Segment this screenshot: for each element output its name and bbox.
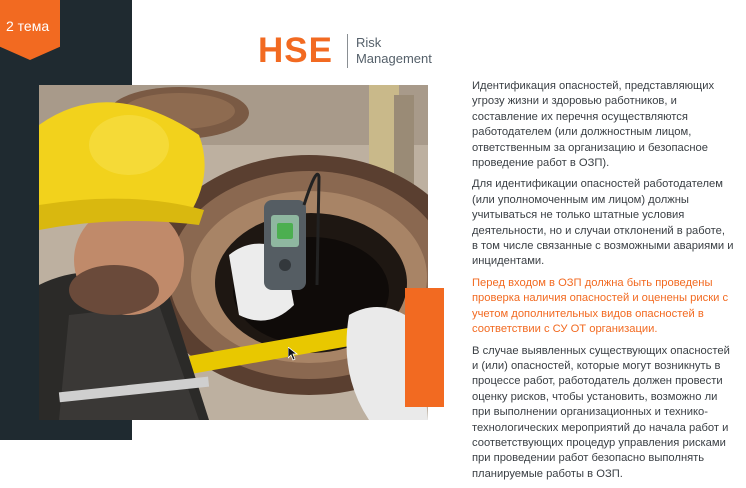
paragraph-4: В случае выявленных существующих опасностей и (или) опасностей, которые могут возникнуть в процессе работ, работодатель должен провести оценку рисков, чтобы установить, возможно ли при выполнении организационных и технико-технологических мероприятий до начала работ и соответствующих процедур управления рисками при проведении работ безопасно выполнять планируемые работы в ОЗП. [472,344,730,480]
topic-label: 2 тема [6,18,50,34]
paragraph-1: Идентификация опасностей, представляющих угрозу жизни и здоровью работников, и составление их перечня осуществляются работодателем (или должностным лицом, ответственным за организацию и безопасное проведение работ в ОЗП). [472,80,715,170]
logo-brand: HSE [258,31,333,70]
worker-manhole-photo [39,85,428,420]
paragraph-3-accent: Перед входом в ОЗП должна быть проведены проверка наличия опасностей и оценены риски с учетом дополнительных видов опасностей в соответствии с СУ ОТ организации. [472,276,729,336]
orange-accent-bar [405,288,444,407]
mouse-cursor-icon [288,347,298,366]
paragraph-2: Для идентификации опасностей работодателем (или уполномоченным им лицом) должны учитываться не только штатные условия деятельности, но и случаи отклонений в работе, в том числе связанные с возможными авариями и инцидентами. [472,178,734,268]
hse-logo [258,31,432,71]
logo-subtitle-line2: Management [355,51,432,66]
logo-subtitle [356,35,432,67]
logo-subtitle-line1: Risk [355,35,382,50]
text-column [472,79,734,488]
logo-divider [347,34,348,68]
